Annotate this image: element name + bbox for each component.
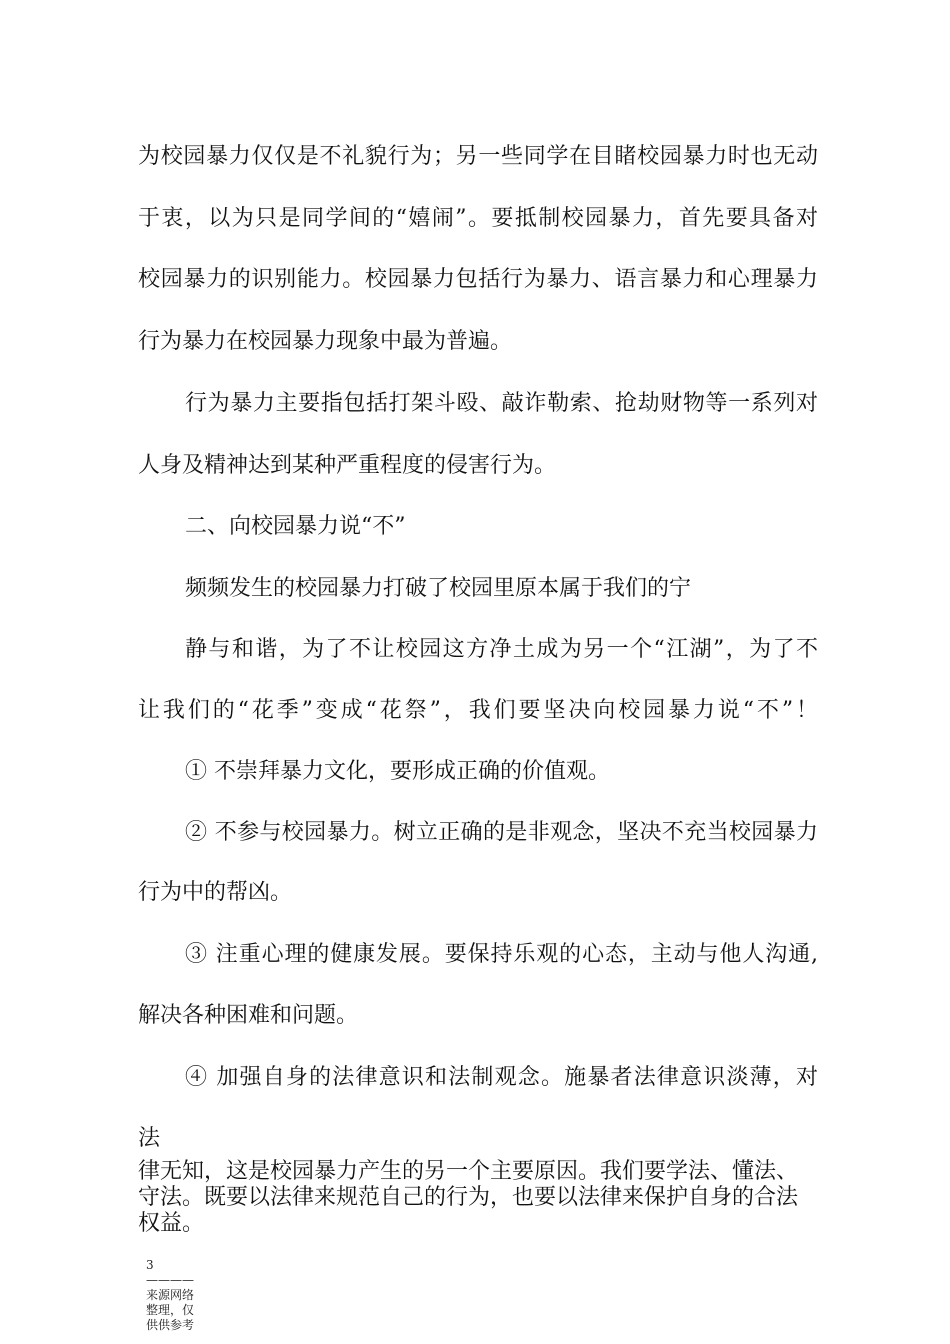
text-line: 于衷，以为只是同学间的“嬉闹”。要抵制校园暴力，首先要具备对 [138, 206, 818, 231]
final-paragraph: 律无知，这是校园暴力产生的另一个主要原因。我们要学法、懂法、守法。既要以法律来规范自己的行为，也要以法律来保护自身的合法权益。 [138, 1159, 799, 1236]
text-line: 校园暴力的识别能力。校园暴力包括行为暴力、语言暴力和心理暴力 [138, 267, 818, 292]
list-item-4: ④ 加强自身的法律意识和法制观念。施暴者法律意识淡薄，对 [185, 1065, 818, 1090]
text-line: 行为中的帮凶。 [138, 880, 293, 905]
text-line: 法 [138, 1126, 161, 1151]
text-line: 人身及精神达到某种严重程度的侵害行为。 [138, 453, 557, 478]
paragraph-first-line: 频频发生的校园暴力打破了校园里原本属于我们的宁 [185, 576, 692, 601]
text-line: 为校园暴力仅仅是不礼貌行为；另一些同学在目睹校园暴力时也无动 [138, 144, 818, 169]
paragraph-first-line: 静与和谐，为了不让校园这方净土成为另一个“江湖”，为了不 [185, 637, 818, 662]
footer-note: 3————来源网络整理，仅供供参考 [146, 1258, 195, 1332]
paragraph-first-line: 行为暴力主要指包括打架斗殴、敲诈勒索、抢劫财物等一系列对 [185, 391, 818, 416]
list-item-3: ③ 注重心理的健康发展。要保持乐观的心态，主动与他人沟通, [185, 942, 818, 967]
text-line: 解决各种困难和问题。 [138, 1003, 359, 1028]
text-line: 让我们的“花季”变成“花祭”，我们要坚决向校园暴力说“不”！ [138, 698, 818, 723]
list-item-2: ② 不参与校园暴力。树立正确的是非观念，坚决不充当校园暴力 [185, 820, 818, 845]
section-heading: 二、向校园暴力说“不” [185, 514, 406, 539]
text-line: 行为暴力在校园暴力现象中最为普遍。 [138, 329, 513, 354]
list-item-1: ① 不崇拜暴力文化，要形成正确的价值观。 [185, 759, 610, 784]
